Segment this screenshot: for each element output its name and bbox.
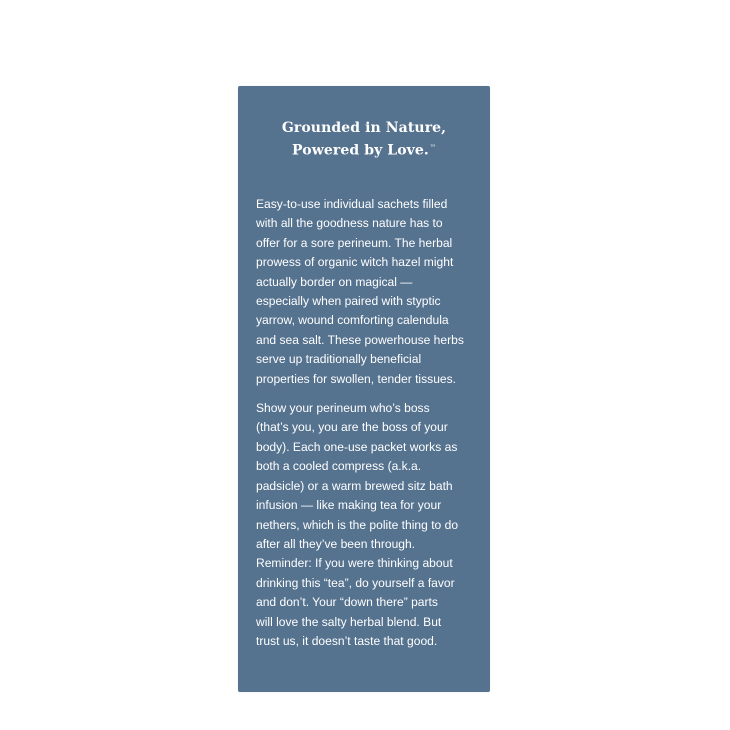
paragraph-1-line: especially when paired with styptic <box>256 294 441 309</box>
paragraph-1-line: serve up traditionally beneficial <box>256 352 422 367</box>
paragraph-2-line: body). Each one-use packet works as <box>256 439 458 454</box>
paragraph-2-line: padsicle) or a warm brewed sitz bath <box>256 478 453 493</box>
description-text <box>256 195 474 651</box>
paragraph-2-line: both a cooled compress (a.k.a. <box>256 459 422 474</box>
paragraph-1-line: properties for swollen, tender tissues. <box>256 371 457 386</box>
paragraph-2-line: nethers, which is the polite thing to do <box>256 517 459 532</box>
paragraph-2-line: infusion — like making tea for your <box>256 498 442 513</box>
paragraph-2-line: trust us, it doesn’t taste that good. <box>256 633 438 648</box>
headline <box>238 118 490 161</box>
paragraph-2-line: Show your perineum who’s boss <box>256 401 430 416</box>
paragraph-1-line: offer for a sore perineum. The herbal <box>256 235 453 250</box>
paragraph-2-line: will love the salty herbal blend. But <box>256 614 442 629</box>
paragraph-2-line: drinking this “tea”, do yourself a favor <box>256 575 455 590</box>
paragraph-2-line: (that’s you, you are the boss of your <box>256 420 448 435</box>
headline-line-1: Grounded in Nature, <box>281 120 447 136</box>
paragraph-1-line: yarrow, wound comforting calendula <box>256 313 449 328</box>
headline-line-2-text: Powered by Love. <box>292 142 429 159</box>
paragraph-1-line: with all the goodness nature has to <box>256 216 443 231</box>
paragraph-2 <box>256 399 474 651</box>
paragraph-1-line: actually border on magical — <box>256 274 413 289</box>
paragraph-1-line: Easy-to-use individual sachets filled <box>256 197 448 211</box>
headline-line-2 <box>238 138 490 161</box>
paragraph-2-line: and don’t. Your “down there” parts <box>256 595 438 610</box>
paragraph-1 <box>256 195 474 389</box>
paragraph-2-line: Reminder: If you were thinking about <box>256 556 453 571</box>
paragraph-1-line: prowess of organic witch hazel might <box>256 255 454 270</box>
product-box-panel <box>238 86 490 692</box>
trademark-symbol: ™ <box>429 144 436 151</box>
paragraph-1-line: and sea salt. These powerhouse herbs <box>256 332 464 347</box>
paragraph-2-line: after all they’ve been through. <box>256 536 416 551</box>
